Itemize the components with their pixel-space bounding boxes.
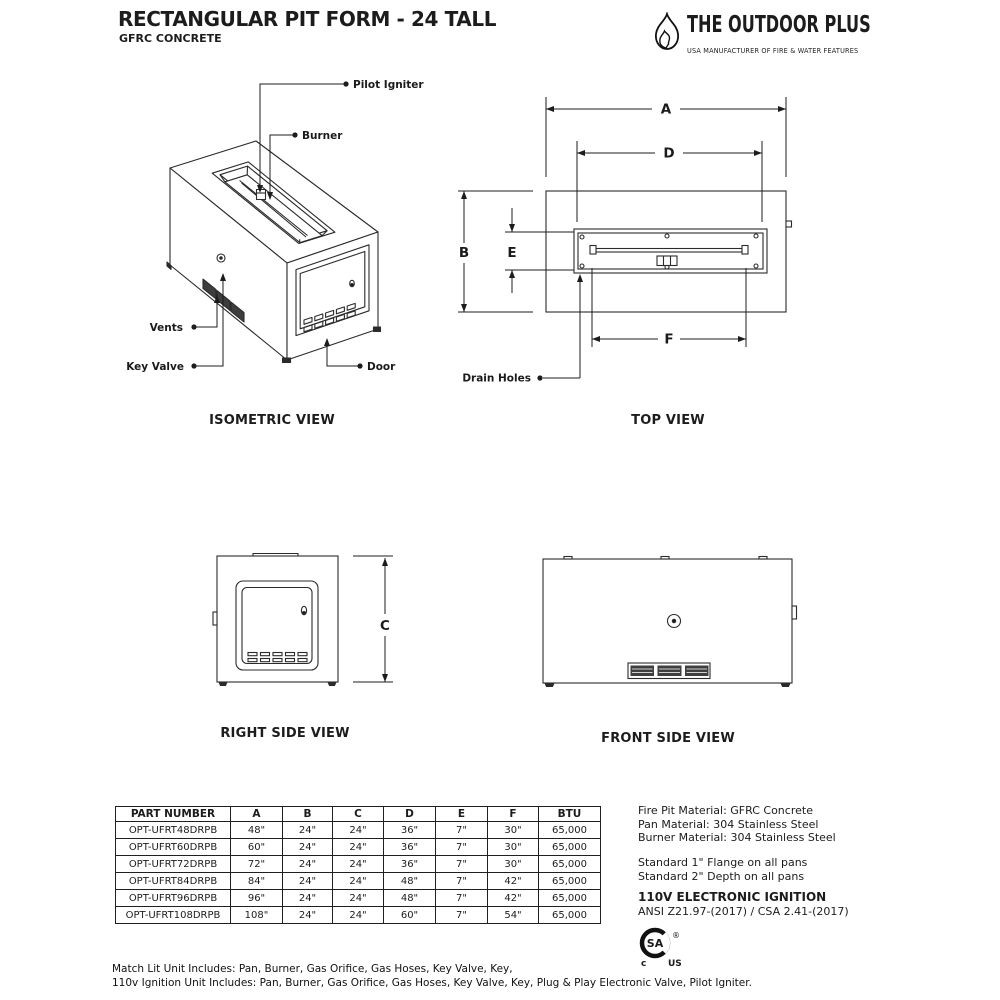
svg-text:SA: SA — [646, 936, 664, 950]
table-row — [116, 822, 601, 839]
table-cell: 24" — [333, 839, 384, 856]
table-cell: 65,000 — [539, 890, 601, 907]
standard-line: Standard 1" Flange on all pans — [638, 855, 808, 869]
front-side-view-caption: FRONT SIDE VIEW — [601, 731, 735, 746]
table-cell: 60" — [231, 839, 283, 856]
table-cell: 24" — [283, 822, 333, 839]
pilot-igniter-box — [257, 190, 266, 200]
table-cell: OPT-UFRT84DRPB — [116, 873, 231, 890]
specs-block — [638, 804, 849, 971]
table-cell: 96" — [231, 890, 283, 907]
table-cell: 84" — [231, 873, 283, 890]
includes-footer — [112, 963, 752, 990]
match-lit-includes-line: Match Lit Unit Includes: Pan, Burner, Gas Orifice, Gas Hoses, Key Valve, Key, — [112, 963, 513, 975]
table-header-cell: B — [283, 807, 333, 822]
dim-a-label: A — [660, 101, 672, 118]
isometric-view-caption: ISOMETRIC VIEW — [209, 413, 335, 428]
fire-pit-box — [167, 141, 381, 363]
right-side-view-drawing — [150, 540, 400, 695]
right-side-view-caption: RIGHT SIDE VIEW — [220, 726, 350, 741]
table-cell: OPT-UFRT48DRPB — [116, 822, 231, 839]
drain-holes-label: Drain Holes — [462, 372, 531, 385]
table-header-cell: F — [488, 807, 539, 822]
svg-text:®: ® — [672, 930, 680, 940]
brand-logo — [649, 12, 949, 57]
key-valve-label: Key Valve — [126, 361, 184, 373]
table-cell: 54" — [488, 907, 539, 924]
table-cell: 7" — [436, 839, 488, 856]
table-cell: 36" — [384, 822, 436, 839]
top-view-geometry — [546, 191, 792, 312]
table-cell: 30" — [488, 822, 539, 839]
dim-d-label: D — [663, 145, 675, 162]
standards-list — [638, 856, 849, 885]
table-cell: 24" — [283, 839, 333, 856]
table-header-row — [116, 807, 601, 822]
table-cell: 65,000 — [539, 856, 601, 873]
table-row — [116, 890, 601, 907]
materials-list — [638, 804, 849, 845]
table-cell: OPT-UFRT72DRPB — [116, 856, 231, 873]
material-line: Pan Material: 304 Stainless Steel — [638, 817, 819, 831]
table-cell: 108" — [231, 907, 283, 924]
svg-text:c: c — [641, 958, 647, 968]
table-cell: 65,000 — [539, 873, 601, 890]
standard-line: Standard 2" Depth on all pans — [638, 870, 805, 883]
front-side-geometry — [543, 557, 797, 687]
table-cell: 48" — [231, 822, 283, 839]
dim-b-label: B — [458, 245, 470, 261]
table-cell: 60" — [384, 907, 436, 924]
material-line: Burner Material: 304 Stainless Steel — [638, 831, 836, 844]
table-cell: 24" — [333, 873, 384, 890]
igniter-assembly — [657, 256, 677, 266]
table-header-cell: PART NUMBER — [116, 807, 231, 822]
table-row — [116, 907, 601, 924]
pilot-igniter-label: Pilot Igniter — [353, 79, 424, 91]
svg-text:US: US — [668, 958, 682, 968]
table-cell: 24" — [283, 907, 333, 924]
table-header-cell: A — [231, 807, 283, 822]
table-row — [116, 856, 601, 873]
table-cell: 7" — [436, 890, 488, 907]
vents-label: Vents — [149, 322, 183, 334]
table-cell: 24" — [283, 873, 333, 890]
table-cell: 48" — [384, 890, 436, 907]
spec-table — [115, 806, 601, 924]
table-cell: 65,000 — [539, 839, 601, 856]
front-side-view-drawing — [530, 545, 810, 690]
table-row — [116, 839, 601, 856]
table-cell: 42" — [488, 890, 539, 907]
material-line: Fire Pit Material: GFRC Concrete — [638, 804, 813, 817]
right-side-geometry — [213, 554, 338, 686]
table-cell: 30" — [488, 839, 539, 856]
dim-e-label: E — [507, 245, 517, 261]
table-cell: 24" — [333, 907, 384, 924]
table-row — [116, 873, 601, 890]
table-cell: 7" — [436, 822, 488, 839]
table-cell: 72" — [231, 856, 283, 873]
table-header-cell: BTU — [539, 807, 601, 822]
table-cell: 65,000 — [539, 822, 601, 839]
door-label: Door — [367, 361, 396, 373]
table-cell: 65,000 — [539, 907, 601, 924]
table-header-cell: D — [384, 807, 436, 822]
table-header-cell: E — [436, 807, 488, 822]
table-cell: 30" — [488, 856, 539, 873]
table-cell: 42" — [488, 873, 539, 890]
certification-text: ANSI Z21.97-(2017) / CSA 2.41-(2017) — [638, 905, 849, 918]
brand-name: THE OUTDOOR PLUS — [687, 12, 871, 38]
ignition-includes-line: 110v Ignition Unit Includes: Pan, Burner, Gas Orifice, Gas Hoses, Key Valve, Key, Plug & Play Electronic Valve, Pilot Igniter. — [112, 976, 752, 989]
dim-f-label: F — [664, 331, 674, 348]
ignition-title: 110V ELECTRONIC IGNITION — [638, 889, 827, 904]
table-cell: 7" — [436, 907, 488, 924]
table-cell: 48" — [384, 873, 436, 890]
page-title: RECTANGULAR PIT FORM - 24 TALL — [118, 7, 497, 31]
table-cell: 7" — [436, 873, 488, 890]
burner-label: Burner — [302, 130, 343, 142]
brand-tagline: USA MANUFACTURER OF FIRE & WATER FEATURES — [687, 47, 859, 55]
table-cell: 24" — [283, 856, 333, 873]
table-cell: 24" — [283, 890, 333, 907]
flame-icon — [649, 12, 685, 52]
table-cell: 36" — [384, 856, 436, 873]
dim-c-label: C — [380, 618, 390, 634]
table-cell: 7" — [436, 856, 488, 873]
top-view-drawing — [440, 85, 800, 395]
isometric-view-drawing — [110, 70, 440, 400]
table-cell: OPT-UFRT108DRPB — [116, 907, 231, 924]
page-subtitle: GFRC CONCRETE — [119, 32, 222, 45]
top-view-caption: TOP VIEW — [631, 413, 705, 428]
table-cell: OPT-UFRT96DRPB — [116, 890, 231, 907]
table-cell: OPT-UFRT60DRPB — [116, 839, 231, 856]
table-cell: 24" — [333, 822, 384, 839]
table-cell: 36" — [384, 839, 436, 856]
table-cell: 24" — [333, 890, 384, 907]
table-cell: 24" — [333, 856, 384, 873]
table-header-cell: C — [333, 807, 384, 822]
